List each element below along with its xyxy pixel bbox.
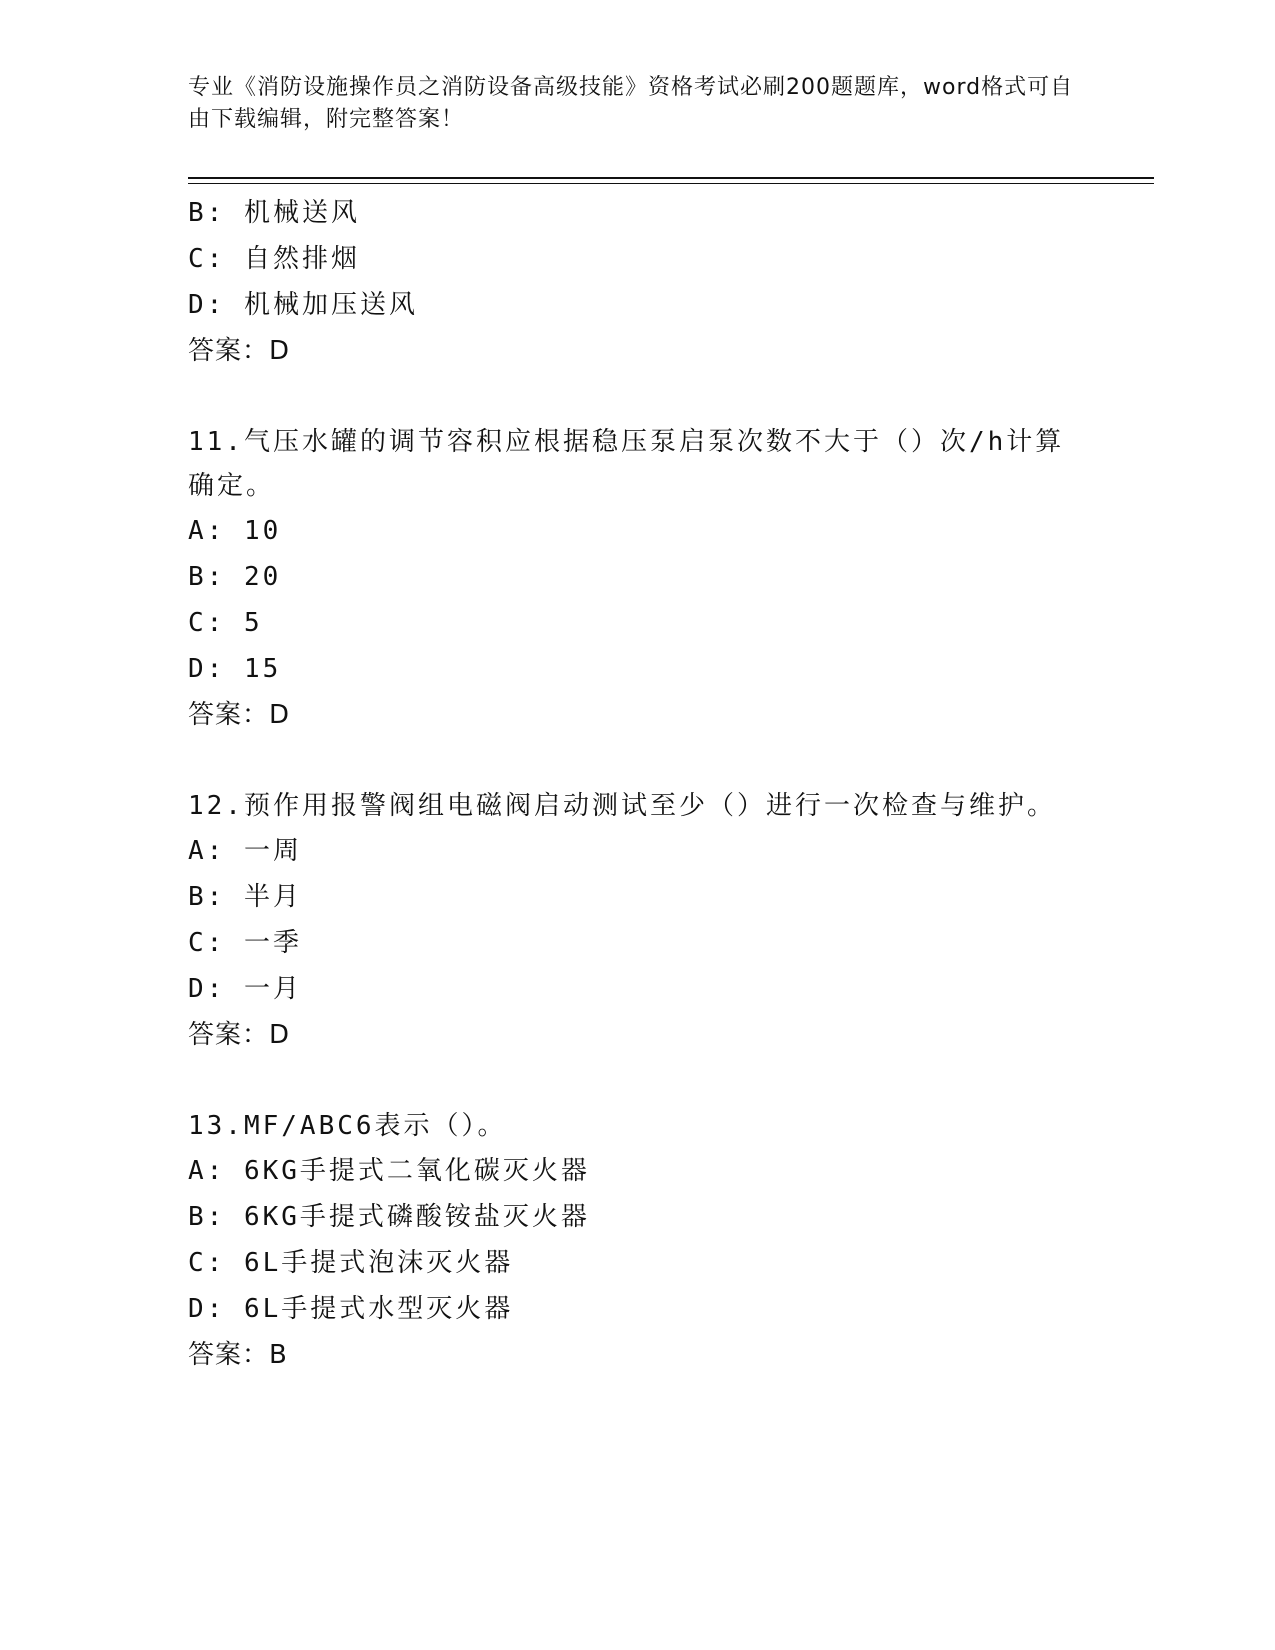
option-d: D: 6L手提式水型灭火器: [188, 1294, 514, 1324]
spacer: [188, 1058, 1088, 1104]
answer-label: 答案：: [188, 1340, 270, 1370]
question-number: 13.: [188, 1111, 244, 1141]
option-text: 6KG手提式磷酸铵盐灭火器: [243, 1202, 590, 1232]
option-letter: A: [188, 516, 207, 546]
option-a: A: 6KG手提式二氧化碳灭火器: [188, 1156, 590, 1186]
option-letter: D: [188, 654, 207, 684]
header-divider-thin: [188, 183, 1154, 184]
answer-label: 答案：: [188, 336, 270, 366]
option-a: A: 10: [188, 516, 282, 546]
option-letter: C: [188, 244, 207, 274]
answer-label: 答案：: [188, 700, 270, 730]
option-letter: B: [188, 562, 207, 592]
spacer: [188, 374, 1088, 420]
option-text: 6L手提式泡沫灭火器: [243, 1248, 514, 1278]
option-letter: B: [188, 1202, 207, 1232]
question-number: 12.: [188, 791, 244, 821]
option-text: 5: [243, 608, 263, 638]
option-letter: C: [188, 1248, 207, 1278]
option-b: B: 20: [188, 562, 282, 592]
answer-line: [188, 328, 1088, 374]
option-b: B: 半月: [188, 882, 302, 912]
option-a: A: 一周: [188, 836, 302, 866]
option-text: 6KG手提式二氧化碳灭火器: [243, 1156, 590, 1186]
option-letter: C: [188, 608, 207, 638]
option-text: 20: [243, 562, 282, 592]
option-letter: B: [188, 198, 207, 228]
answer-label: 答案：: [188, 1020, 270, 1050]
option-text: 10: [243, 516, 282, 546]
answer-value: D: [269, 336, 291, 366]
answer-value: D: [269, 700, 291, 730]
option-letter: D: [188, 290, 207, 320]
question-stem: [188, 420, 1088, 508]
question-block-12: [188, 784, 1088, 1058]
answer-line: [188, 692, 1088, 738]
question-list: [188, 190, 1088, 1378]
option-text: 6L手提式水型灭火器: [243, 1294, 514, 1324]
answer-value: B: [269, 1340, 288, 1370]
question-text: MF/ABC6表示（）。: [243, 1111, 507, 1141]
option-letter: A: [188, 1156, 207, 1186]
question-stem: [188, 784, 1088, 828]
option-b: B: 6KG手提式磷酸铵盐灭火器: [188, 1202, 590, 1232]
option-text: 15: [243, 654, 282, 684]
option-c: C: 自然排烟: [188, 244, 360, 274]
option-c: C: 一季: [188, 928, 302, 958]
document-header: 专业《消防设施操作员之消防设备高级技能》资格考试必刷200题题库，word格式可自由下载编辑，附完整答案！: [188, 75, 1074, 132]
question-block-11: [188, 420, 1088, 738]
question-number: 11.: [188, 427, 244, 457]
answer-value: D: [269, 1020, 291, 1050]
option-letter: B: [188, 882, 207, 912]
question-text: 气压水罐的调节容积应根据稳压泵启泵次数不大于（）次/h计算确定。: [188, 427, 1065, 501]
option-d: D: 15: [188, 654, 282, 684]
option-d: D: 一月: [188, 974, 302, 1004]
option-text: 一月: [243, 974, 302, 1004]
spacer: [188, 738, 1088, 784]
option-text: 半月: [243, 882, 302, 912]
option-b: B: 机械送风: [188, 198, 360, 228]
option-letter: C: [188, 928, 207, 958]
question-stem: [188, 1104, 1088, 1148]
answer-line: [188, 1012, 1088, 1058]
prev-question-block: [188, 190, 1088, 374]
option-c: C: 6L手提式泡沫灭火器: [188, 1248, 514, 1278]
question-text: 预作用报警阀组电磁阀启动测试至少（）进行一次检查与维护。: [243, 791, 1056, 821]
option-text: 自然排烟: [243, 244, 360, 274]
option-text: 一周: [243, 836, 302, 866]
option-text: 一季: [243, 928, 302, 958]
question-block-13: [188, 1104, 1088, 1378]
header-divider-thick: [188, 177, 1154, 179]
option-text: 机械送风: [243, 198, 360, 228]
option-letter: D: [188, 1294, 207, 1324]
option-letter: D: [188, 974, 207, 1004]
option-c: C: 5: [188, 608, 263, 638]
option-text: 机械加压送风: [243, 290, 418, 320]
option-d: D: 机械加压送风: [188, 290, 418, 320]
answer-line: [188, 1332, 1088, 1378]
option-letter: A: [188, 836, 207, 866]
